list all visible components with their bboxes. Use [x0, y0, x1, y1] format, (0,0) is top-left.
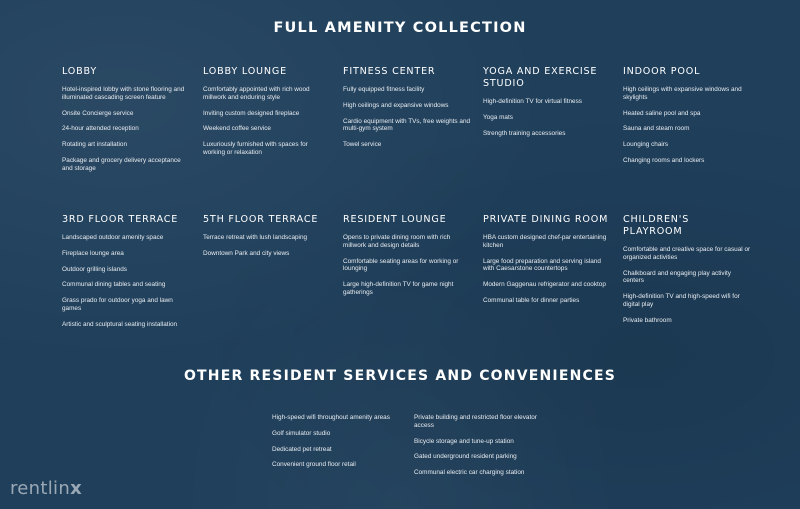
section-heading: PRIVATE DINING ROOM: [483, 214, 609, 225]
amenity-section-3rd-floor-terrace: [62, 214, 190, 337]
amenity-item: Fireplace lounge area: [62, 249, 124, 257]
service-item: Communal electric car charging station: [414, 469, 525, 477]
amenity-item: Comfortable seating areas for working or lounging: [343, 257, 459, 273]
amenity-item: Luxuriously furnished with spaces for working or relaxation: [203, 141, 308, 156]
section-heading: 5TH FLOOR TERRACE: [203, 214, 319, 225]
amenity-list: [343, 234, 471, 297]
amenity-section-lobby-lounge: [203, 66, 331, 165]
section-heading: YOGA AND EXERCISE STUDIO: [483, 66, 598, 89]
watermark-x: x: [70, 478, 82, 499]
amenity-item: Communal table for dinner parties: [483, 296, 580, 304]
services-list: [272, 414, 400, 469]
amenity-item: Communal dining tables and seating: [62, 281, 166, 289]
section-heading: LOBBY: [62, 66, 98, 77]
service-item: Gated underground resident parking: [414, 453, 517, 461]
amenity-item: Terrace retreat with lush landscaping: [203, 234, 308, 241]
amenity-item: Outdoor grilling islands: [62, 265, 128, 273]
amenity-item: Yoga mats: [483, 113, 513, 121]
amenity-list: [203, 86, 331, 157]
amenity-item: Comfortable and creative space for casual or organized activities: [623, 246, 751, 261]
amenity-item: HBA custom designed chef-par entertaining kitchen: [483, 234, 607, 249]
section-heading: INDOOR POOL: [623, 66, 701, 77]
section-heading: CHILDREN'S PLAYROOM: [623, 214, 690, 237]
amenity-section-private-dining-room: [483, 214, 611, 313]
amenity-item: Changing rooms and lockers: [623, 156, 705, 164]
amenity-item: Hotel-inspired lobby with stone flooring and illuminated cascading screen feature: [62, 86, 185, 101]
amenity-list: [343, 86, 471, 149]
amenity-item: Package and grocery delivery acceptance and storage: [62, 156, 181, 172]
amenity-item: Sauna and steam room: [623, 125, 690, 133]
service-item: Dedicated pet retreat: [272, 445, 332, 453]
amenity-list: [203, 234, 331, 258]
amenity-section-lobby: [62, 66, 190, 181]
amenity-item: High-definition TV and high-speed wifi for digital play: [623, 293, 740, 308]
page-title: FULL AMENITY COLLECTION: [273, 20, 527, 36]
service-item: Convenient ground floor retail: [272, 461, 356, 469]
amenity-section-resident-lounge: [343, 214, 471, 305]
amenity-item: Heated saline pool and spa: [623, 109, 701, 117]
services-title: OTHER RESIDENT SERVICES AND CONVENIENCES: [183, 368, 617, 384]
section-heading: LOBBY LOUNGE: [203, 66, 287, 77]
amenity-item: Grass prado for outdoor yoga and lawn games: [62, 297, 173, 312]
amenity-section-yoga-studio: [483, 66, 611, 145]
service-item: Private building and restricted floor elevator access: [414, 414, 537, 429]
services-list: [414, 414, 542, 477]
service-item: Golf simulator studio: [272, 429, 331, 437]
section-heading: 3RD FLOOR TERRACE: [62, 214, 179, 225]
amenity-item: Large food preparation and serving island with Caesarstone countertops: [483, 257, 601, 273]
amenity-item: Lounging chairs: [623, 141, 669, 149]
amenity-item: Landscaped outdoor amenity space: [62, 234, 164, 241]
section-heading: RESIDENT LOUNGE: [343, 214, 447, 225]
amenity-list: [483, 234, 611, 305]
service-item: Bicycle storage and tune-up station: [414, 437, 514, 445]
services-list-right: [414, 414, 542, 485]
amenity-item: Fully equipped fitness facility: [343, 86, 425, 93]
amenity-item: Artistic and sculptural seating installation: [62, 320, 178, 328]
amenity-item: Towel service: [343, 141, 382, 149]
amenity-item: Comfortably appointed with rich wood millwork and enduring style: [203, 86, 310, 101]
amenity-list: [62, 234, 190, 329]
amenity-item: Private bathroom: [623, 316, 672, 324]
amenity-section-childrens-playroom: [623, 214, 751, 333]
rentlinx-watermark: [10, 478, 82, 499]
amenity-list: [483, 98, 611, 137]
amenity-item: Cardio equipment with TVs, free weights and multi-gym system: [343, 117, 471, 133]
service-item: High-speed wifi throughout amenity areas: [272, 414, 390, 421]
amenity-list: [623, 246, 751, 325]
amenity-item: 24-hour attended reception: [62, 125, 139, 133]
amenity-item: Strength training accessories: [483, 129, 566, 137]
amenity-item: Inviting custom designed fireplace: [203, 109, 300, 117]
watermark-text: rentlin: [10, 478, 71, 499]
amenity-item: Opens to private dining room with rich millwork and design details: [343, 234, 451, 249]
amenity-item: Large high-definition TV for game night gatherings: [343, 281, 454, 296]
amenity-item: Downtown Park and city views: [203, 249, 290, 257]
amenity-section-fitness-center: [343, 66, 471, 157]
amenity-item: Rotating art installation: [62, 141, 128, 149]
amenity-item: Onsite Concierge service: [62, 109, 134, 117]
services-list-left: [272, 414, 400, 477]
amenity-item: High ceilings with expansive windows and skylights: [623, 86, 742, 101]
amenity-section-5th-floor-terrace: [203, 214, 331, 266]
amenity-item: High ceilings and expansive windows: [343, 101, 449, 109]
section-heading: FITNESS CENTER: [343, 66, 436, 77]
amenity-section-indoor-pool: [623, 66, 751, 173]
amenity-item: High-definition TV for virtual fitness: [483, 98, 582, 105]
amenity-item: Chalkboard and engaging play activity centers: [623, 269, 732, 285]
amenity-item: Weekend coffee service: [203, 125, 271, 133]
amenity-list: [62, 86, 190, 173]
amenity-item: Modern Gaggenau refrigerator and cooktop: [483, 281, 606, 289]
amenity-list: [623, 86, 751, 165]
